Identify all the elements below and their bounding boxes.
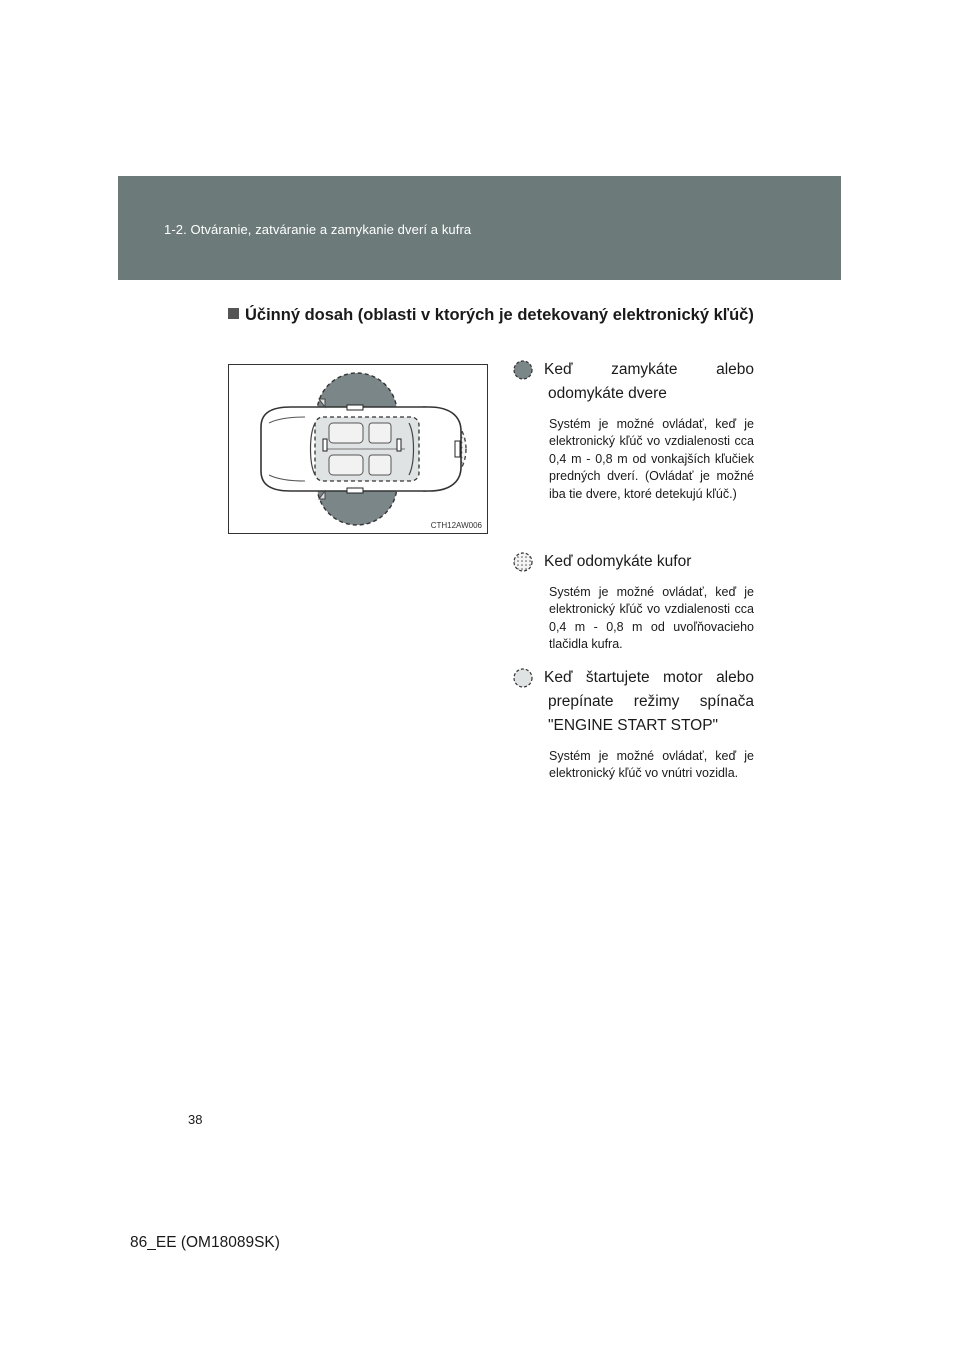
figure-code: CTH12AW006: [430, 521, 482, 530]
car-top-view-diagram: [229, 365, 489, 535]
entry-body: Systém je možné ovládať, keď je elektronický kľúč vo vzdialenosti cca 0,4 m - 0,8 m od uvoľňovacieho tlačidla kufra.: [549, 585, 754, 652]
trunk-button: [455, 441, 460, 457]
square-bullet-icon: [228, 308, 239, 319]
car-range-illustration: [228, 364, 488, 534]
dotted-zone-icon: [512, 551, 534, 581]
entry-body: Systém je možné ovládať, keď je elektronický kľúč vo vzdialenosti cca 0,4 m - 0,8 m od vonkajších kľučiek predných dverí. (Ovládať je možné iba tie dvere, ktoré detekujú kľúč.): [549, 417, 754, 501]
entry-body: Systém je možné ovládať, keď je elektronický kľúč vo vnútri vozidla.: [549, 749, 754, 781]
entry-title: Keď zamykáte alebo odomykáte dvere: [512, 358, 754, 406]
page-number: 38: [188, 1112, 203, 1127]
footer-code: 86_EE (OM18089SK): [130, 1234, 280, 1251]
entry-title: Keď odomykáte kufor: [512, 550, 754, 574]
dark-zone-icon: [512, 359, 534, 389]
light-zone-icon: [512, 667, 534, 697]
header-band: [118, 176, 841, 280]
section-heading: [228, 302, 758, 328]
entry-trunk: [512, 550, 754, 654]
door-handle-left: [347, 405, 363, 410]
entry-doors: [512, 358, 754, 503]
entry-engine-start: [512, 666, 754, 783]
chapter-title: 1-2. Otváranie, zatváranie a zamykanie dverí a kufra: [164, 222, 472, 237]
section-heading-text: Účinný dosah (oblasti v ktorých je detekovaný elektronický kľúč): [245, 306, 754, 324]
door-handle-right: [347, 488, 363, 493]
entry-title: Keď štartujete motor alebo prepínate režimy spínača "ENGINE START STOP": [512, 666, 754, 738]
